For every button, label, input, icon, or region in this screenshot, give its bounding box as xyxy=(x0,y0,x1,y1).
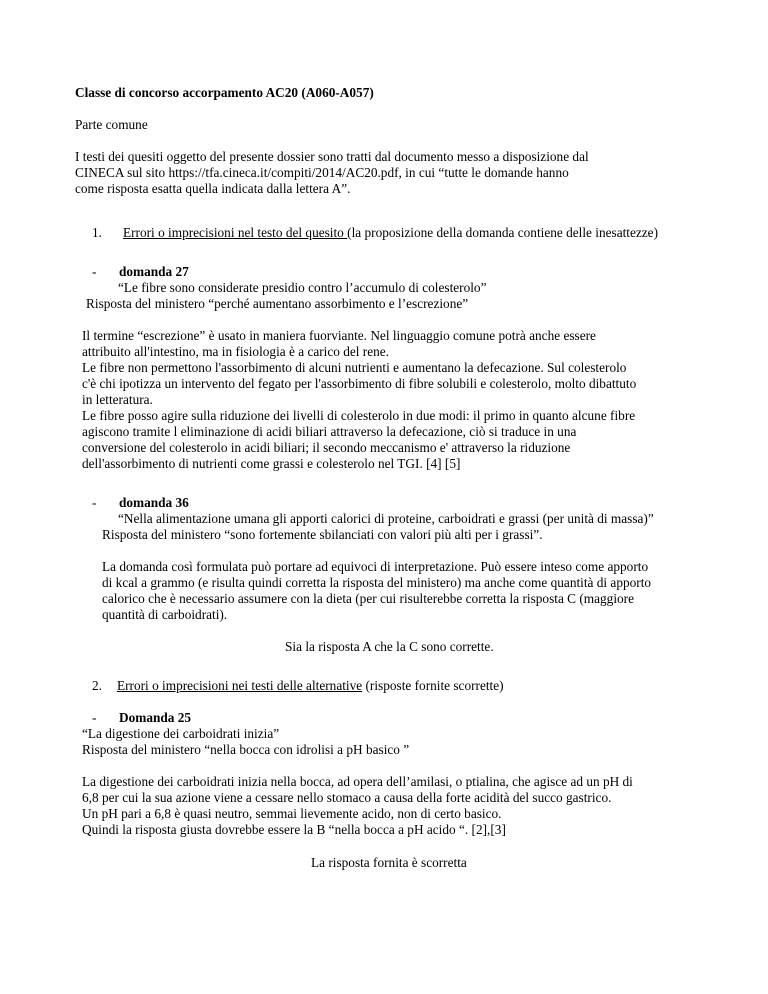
q25-body-line-3: Un pH pari a 6,8 è quasi neutro, semmai lievemente acido, non di certo basico. xyxy=(82,806,502,821)
section-2-heading-underlined: Errori o imprecisioni nei testi delle alternative xyxy=(117,678,363,693)
q27-dash: - xyxy=(92,264,97,279)
section-1-heading-rest: (la proposizione della domanda contiene delle inesattezze) xyxy=(347,225,659,240)
q36-body-line-3: calorico che è necessario assumere con la dieta (per cui risulterebbe corretta la risposta C (maggiore xyxy=(102,591,635,606)
section-1-heading-underlined: Errori o imprecisioni nel testo del quesito xyxy=(123,225,348,240)
q36-answer: Risposta del ministero “sono fortemente sbilanciati con valori più alti per i grassi”. xyxy=(102,527,543,542)
q36-dash: - xyxy=(92,495,97,510)
q27-question: “Le fibre sono considerate presidio contro l’accumulo di colesterolo” xyxy=(118,280,487,295)
q27-label: domanda 27 xyxy=(119,264,189,279)
intro-line-2: CINECA sul sito https://tfa.cineca.it/compiti/2014/AC20.pdf, in cui “tutte le domande hanno xyxy=(75,165,569,180)
q27-body-line-8: conversione del colesterolo in acidi biliari; il secondo meccanismo e' attraverso la riduzione xyxy=(82,440,571,455)
q36-body-line-2: di kcal a grammo (e risulta quindi corretta la risposta del ministero) ma anche come quantità di apporto xyxy=(102,575,652,590)
section-2-heading-rest: (risposte fornite scorrette) xyxy=(362,678,504,693)
q25-body-line-4: Quindi la risposta giusta dovrebbe essere la B “nella bocca a pH acido “. [2],[3] xyxy=(82,822,506,837)
q25-dash: - xyxy=(92,710,97,725)
q27-answer: Risposta del ministero “perché aumentano assorbimento e l’escrezione” xyxy=(86,296,469,311)
q36-label: domanda 36 xyxy=(119,495,189,510)
q25-body-line-2: 6,8 per cui la sua azione viene a cessare nello stomaco a causa della forte acidità del succo gastrico. xyxy=(82,790,612,805)
q27-body-line-5: in letteratura. xyxy=(82,392,153,407)
q27-body-line-3: Le fibre non permettono l'assorbimento di alcuni nutrienti e aumentano la defecazione. Sul colesterolo xyxy=(82,360,627,375)
intro-line-3: come risposta esatta quella indicata dalla lettera A”. xyxy=(75,181,351,196)
q36-conclusion: Sia la risposta A che la C sono corrette. xyxy=(285,639,494,654)
q25-answer: Risposta del ministero “nella bocca con idrolisi a pH basico ” xyxy=(82,742,410,757)
document-subtitle: Parte comune xyxy=(75,117,148,132)
q27-body-line-6: Le fibre posso agire sulla riduzione dei livelli di colesterolo in due modi: il primo in quanto alcune fibre xyxy=(82,408,636,423)
section-1-number: 1. xyxy=(92,225,102,240)
q27-body-line-7: agiscono tramite l eliminazione di acidi biliari attraverso la defecazione, ciò si traduce in una xyxy=(82,424,577,439)
q36-question: “Nella alimentazione umana gli apporti calorici di proteine, carboidrati e grassi (per unità di massa)” xyxy=(118,511,654,526)
q25-label: Domanda 25 xyxy=(119,710,192,725)
section-1-heading xyxy=(123,225,658,241)
section-2-heading xyxy=(117,678,504,694)
section-2-number: 2. xyxy=(92,678,102,693)
q27-body-line-9: dell'assorbimento di nutrienti come grassi e colesterolo nel TGI. [4] [5] xyxy=(82,456,461,471)
q27-body-line-1: Il termine “escrezione” è usato in maniera fuorviante. Nel linguaggio comune potrà anche essere xyxy=(82,328,596,343)
q27-body-line-4: c'è chi ipotizza un intervento del fegato per l'assorbimento di fibre solubili e colesterolo, molto dibattuto xyxy=(82,376,637,391)
q36-body-line-4: quantità di carboidrati). xyxy=(102,607,228,622)
q36-body-line-1: La domanda così formulata può portare ad equivoci di interpretazione. Può essere inteso come apporto xyxy=(102,559,649,574)
q25-question: “La digestione dei carboidrati inizia” xyxy=(82,726,280,741)
q25-body-line-1: La digestione dei carboidrati inizia nella bocca, ad opera dell’amilasi, o ptialina, che agisce ad un pH di xyxy=(82,774,633,789)
document-title: Classe di concorso accorpamento AC20 (A060-A057) xyxy=(75,85,374,100)
q25-conclusion: La risposta fornita è scorretta xyxy=(311,855,467,870)
q27-body-line-2: attribuito all'intestino, ma in fisiologia è a carico del rene. xyxy=(82,344,390,359)
intro-line-1: I testi dei quesiti oggetto del presente dossier sono tratti dal documento messo a disposizione dal xyxy=(75,149,589,164)
